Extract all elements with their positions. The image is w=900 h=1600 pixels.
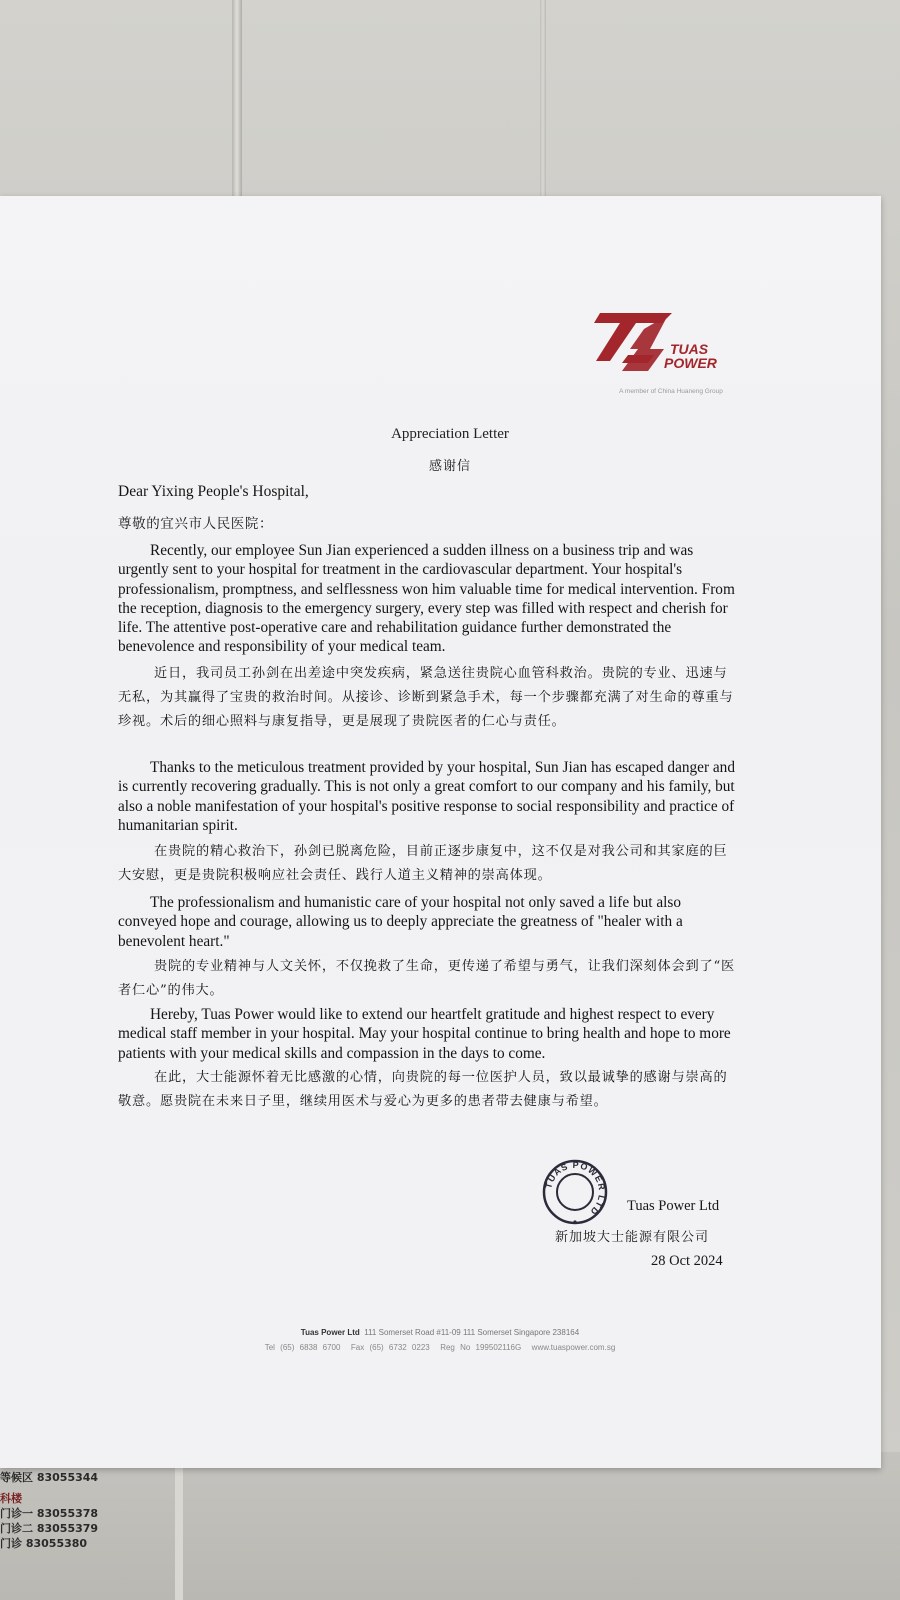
- salutation-en: Dear Yixing People's Hospital,: [118, 483, 309, 500]
- wall-notice-line: 门诊 83055380: [0, 1537, 88, 1550]
- wall-joint: [232, 0, 242, 200]
- paragraph-en: Hereby, Tuas Power would like to extend our heartfelt gratitude and highest respect to every medical staff member in your hospital. May your hospital continue to bring health and hope to more patients with your medical skills and compassion in the days to come.: [118, 1006, 731, 1062]
- stamp-text: TUAS POWER LTD: [543, 1159, 608, 1218]
- company-stamp: [541, 1158, 609, 1226]
- paragraph-en: The professionalism and humanistic care of your hospital not only saved a life but also conveyed hope and courage, allowing us to deeply appreciate the greatness of "healer with a benevolent heart.": [118, 894, 683, 950]
- signature-en: Tuas Power Ltd: [627, 1198, 720, 1214]
- footer-address: 111 Somerset Road #11-09 111 Somerset Singapore 238164: [364, 1328, 580, 1337]
- logo-tagline: A member of China Huaneng Group: [619, 388, 723, 395]
- letter-title-en: Appreciation Letter: [391, 426, 509, 442]
- paragraph-zh: 近日，我司员工孙剑在出差途中突发疾病，紧急送往贵院心血管科救治。贵院的专业、迅速与无私，为其赢得了宝贵的救治时间。从接诊、诊断到紧急手术，每一个步骤都充满了对生命的尊重与珍视。术后的细心照料与康复指导，更是展现了贵院医者的仁心与责任。: [118, 666, 734, 729]
- footer-fax: Fax (65) 6732 0223: [350, 1343, 430, 1352]
- wall-lower-section: [0, 1452, 900, 1600]
- svg-text:TUAS POWER LTD: [543, 1160, 607, 1217]
- wall-notice-sign: [0, 1455, 110, 1600]
- footer-tel: Tel (65) 6838 6700: [264, 1343, 341, 1352]
- wall-joint: [175, 1456, 183, 1600]
- footer-contact-line: [0, 1343, 880, 1352]
- letter-title-zh: 感谢信: [428, 459, 471, 474]
- wall-notice-line: 门诊二 83055379: [0, 1522, 99, 1535]
- wall-joint: [540, 0, 546, 200]
- footer-address-line: [0, 1328, 880, 1337]
- footer-web: www.tuaspower.com.sg: [531, 1343, 616, 1352]
- paragraph-zh: 贵院的专业精神与人文关怀，不仅挽救了生命，更传递了希望与勇气，让我们深刻体会到了“医者仁心”的伟大。: [118, 959, 736, 998]
- letter-date: 28 Oct 2024: [651, 1253, 723, 1269]
- paragraph-zh: 在此，大士能源怀着无比感激的心情，向贵院的每一位医护人员，致以最诚挚的感谢与崇高的敬意。愿贵院在未来日子里，继续用医术与爱心为更多的患者带去健康与希望。: [118, 1070, 728, 1109]
- wall-notice-line: 科楼: [0, 1492, 22, 1505]
- footer-reg: Reg No 199502116G: [440, 1343, 522, 1352]
- signature-zh: 新加坡大士能源有限公司: [555, 1230, 710, 1245]
- wall-notice-line: 门诊一 83055378: [0, 1507, 99, 1520]
- salutation-zh: 尊敬的宜兴市人民医院：: [118, 516, 274, 532]
- paragraph-zh: 在贵院的精心救治下，孙剑已脱离危险，目前正逐步康复中，这不仅是对我公司和其家庭的巨大安慰，更是贵院积极响应社会责任、践行人道主义精神的崇高体现。: [118, 844, 728, 883]
- logo-text-line: TUAS: [670, 341, 709, 357]
- tuas-power-logo: [592, 305, 752, 397]
- paragraph-en: Recently, our employee Sun Jian experienced a sudden illness on a business trip and was urgently sent to your hospital for treatment in the cardiovascular department. Your hospital's professionalism, promptness, and selflessness won him valuable time for medical intervention. From the reception, diagnosis to the emergency surgery, every step was filled with respect and cherish for life. The attentive post-operative care and rehabilitation guidance further demonstrated the benevolence and responsibility of your medical team.: [118, 542, 735, 656]
- wall-notice-line: 等候区 83055344: [0, 1471, 99, 1484]
- footer-company: Tuas Power Ltd: [300, 1328, 360, 1337]
- paragraph-en: Thanks to the meticulous treatment provided by your hospital, Sun Jian has escaped danger and is currently recovering gradually. This is not only a great comfort to our company and his family, but also a noble manifestation of your hospital's positive response to social responsibility and practice of humanitarian spirit.: [118, 759, 735, 834]
- logo-text-line: POWER: [664, 355, 717, 371]
